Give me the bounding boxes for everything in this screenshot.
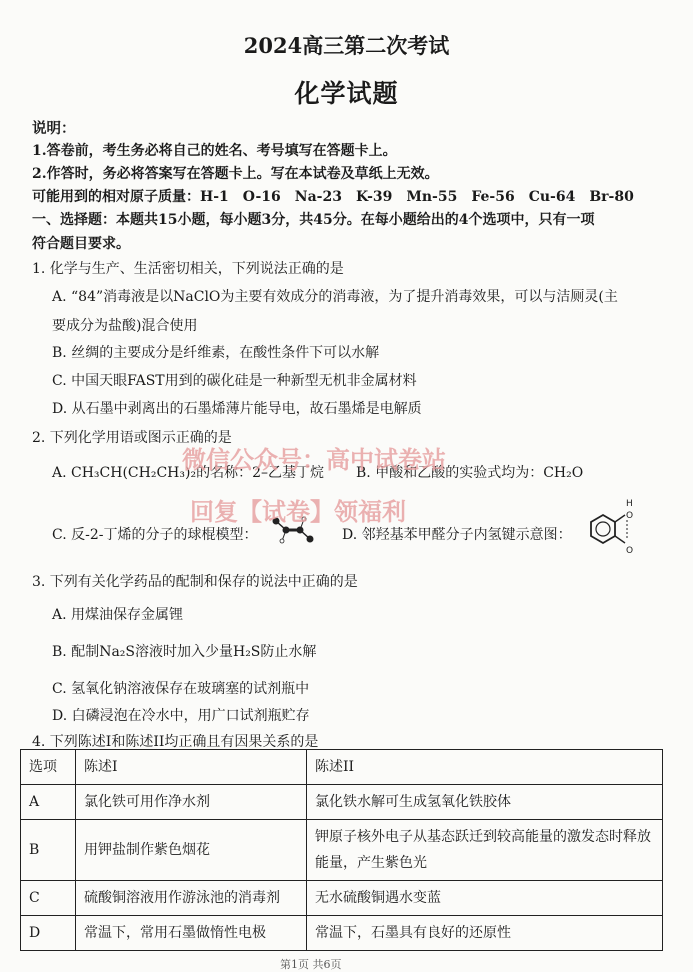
table-header-cell: 陈述I: [76, 750, 307, 785]
q4-table: [20, 749, 663, 951]
table-header-cell: 选项: [21, 750, 76, 785]
exam-title: 2024高三第二次考试: [243, 33, 450, 58]
table-cell: 常温下，常用石墨做惰性电极: [76, 916, 307, 951]
q2-option-a: A. CH₃CH(CH₂CH₃)₂的名称：2–乙基丁烷: [52, 465, 324, 481]
table-cell: 钾原子核外电子从基态跃迁到较高能量的激发态时释放能量，产生紫色光: [307, 820, 663, 881]
q1-option-a-line1: A. “84”消毒液是以NaClO为主要有效成分的消毒液，为了提升消毒效果，可以与洁厕灵(主: [52, 289, 618, 305]
table-cell: 氯化铁水解可生成氢氧化铁胶体: [307, 785, 663, 820]
q4-stem: 4. 下列陈述I和陈述II均正确且有因果关系的是: [32, 734, 319, 750]
q2-option-b: B. 甲酸和乙酸的实验式均为：CH₂O: [356, 465, 584, 481]
q3-stem: 3. 下列有关化学药品的配制和保存的说法中正确的是: [32, 574, 358, 590]
struct-h-label: H: [626, 499, 633, 509]
q1-option-b: B. 丝绸的主要成分是纤维素，在酸性条件下可以水解: [52, 345, 380, 361]
q3-option-a: A. 用煤油保存金属锂: [52, 607, 184, 623]
instructions-heading: 说明：: [32, 120, 76, 137]
q1-stem: 1. 化学与生产、生活密切相关，下列说法正确的是: [32, 261, 344, 277]
table-cell: 无水硫酸铜遇水变蓝: [307, 881, 663, 916]
table-cell: A: [21, 785, 76, 820]
table-header-cell: 陈述II: [307, 750, 663, 785]
q1-option-c: C. 中国天眼FAST用到的碳化硅是一种新型无机非金属材料: [52, 373, 417, 389]
table-cell: 用钾盐制作紫色烟花: [76, 820, 307, 881]
watermark-line-1: 微信公众号：高中试卷站: [182, 446, 446, 474]
table-cell: D: [21, 916, 76, 951]
watermark-line-2: 回复【试卷】领福利: [190, 498, 406, 526]
struct-o2-label: O: [626, 546, 634, 556]
instruction-line-1: 1.答卷前，考生务必将自己的姓名、考号填写在答题卡上。: [32, 143, 397, 159]
q2-option-c: C. 反-2-丁烯的分子的球棍模型：: [52, 527, 258, 543]
q3-option-c: C. 氢氧化钠溶液保存在玻璃塞的试剂瓶中: [52, 681, 310, 697]
instruction-line-2: 2.作答时，务必将答案写在答题卡上。写在本试卷及草纸上无效。: [32, 166, 439, 182]
page-footer: 第1页 共6页: [280, 958, 342, 971]
section-intro-line-1: 一、选择题：本题共15小题，每小题3分，共45分。在每小题给出的4个选项中，只有一项: [32, 212, 595, 228]
table-row: [21, 881, 663, 916]
table-cell: 常温下，石墨具有良好的还原性: [307, 916, 663, 951]
hydrogen-bond-structure-icon: [583, 497, 643, 559]
table-cell: B: [21, 820, 76, 881]
q2-option-d: D. 邻羟基苯甲醛分子内氢键示意图：: [342, 527, 572, 543]
q1-option-a-line2: 要成分为盐酸)混合使用: [52, 318, 198, 334]
q1-option-d: D. 从石墨中剥离出的石墨烯薄片能导电，故石墨烯是电解质: [52, 401, 422, 417]
table-cell: 氯化铁可用作净水剂: [76, 785, 307, 820]
struct-o1-label: O: [626, 511, 634, 521]
q3-option-b: B. 配制Na₂S溶液时加入少量H₂S防止水解: [52, 644, 317, 660]
atomic-masses: 可能用到的相对原子质量：H-1 O-16 Na-23 K-39 Mn-55 Fe-56 Cu-64 Br-80: [32, 189, 634, 205]
section-intro-line-2: 符合题目要求。: [32, 236, 130, 252]
q2-stem: 2. 下列化学用语或图示正确的是: [32, 430, 232, 446]
table-row: [21, 916, 663, 951]
table-cell: 硫酸铜溶液用作游泳池的消毒剂: [76, 881, 307, 916]
exam-subtitle: 化学试题: [294, 79, 399, 108]
table-row: [21, 820, 663, 881]
table-header-row: [21, 750, 663, 785]
table-cell: C: [21, 881, 76, 916]
q3-option-d: D. 白磷浸泡在冷水中，用广口试剂瓶贮存: [52, 708, 310, 724]
table-row: [21, 785, 663, 820]
